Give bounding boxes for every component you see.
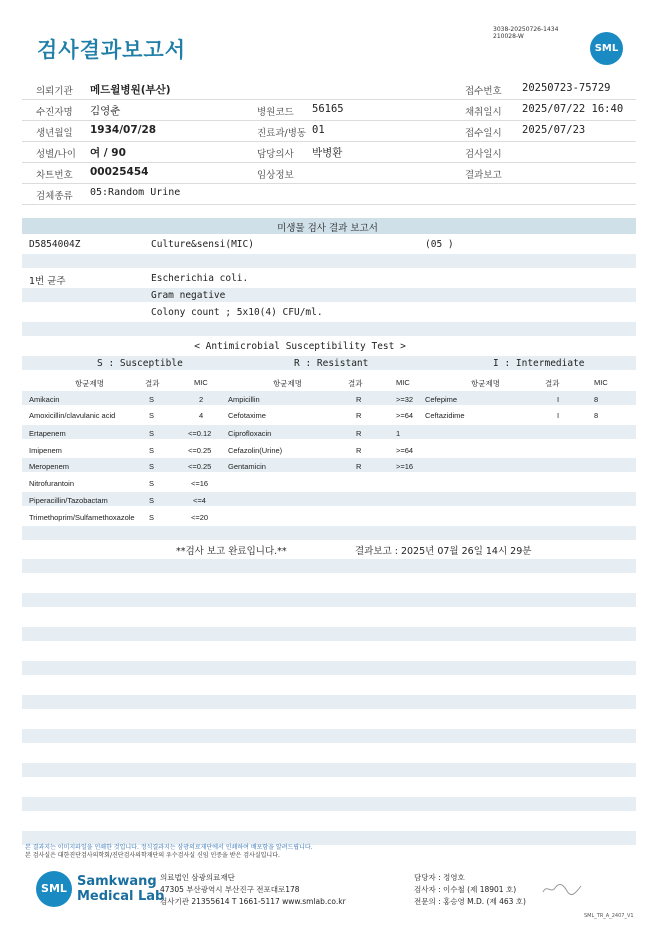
susceptibility-result: S <box>149 479 155 488</box>
document-number-line-1: 3038-20250726-1434 <box>493 26 559 33</box>
birth-value: 1934/07/28 <box>90 124 157 136</box>
footer-org-name: 의료법인 삼광의료재단 <box>160 873 235 882</box>
test-number: (05 ) <box>425 239 454 250</box>
mic-value: >=64 <box>396 446 414 455</box>
blank-band <box>22 254 636 268</box>
footer-note-print: 본 결과지는 이미지파일을 인쇄한 것입니다. 정식결과지는 삼광의료재단에서 인쇄하여 배포함을 알려드립니다. <box>25 844 313 851</box>
antibiotic-name: Nitrofurantoin <box>29 479 75 488</box>
test-date-label: 검사일시 <box>465 149 502 160</box>
col-antibiotic-header: 항균제명 <box>471 379 500 388</box>
header-row-institution <box>22 79 636 100</box>
doctor-value: 박병환 <box>312 147 343 159</box>
footer-brand-line-2: Medical Lab <box>77 889 165 904</box>
antibiotic-name: Trimethoprim/Sulfamethoxazole <box>29 513 135 522</box>
col-antibiotic-header: 항균제명 <box>75 379 104 388</box>
col-result-header: 결과 <box>545 379 560 388</box>
sml-logo: SML <box>590 32 623 65</box>
institution-label: 의뢰기관 <box>36 86 73 97</box>
mic-value: <=0.25 <box>188 446 212 455</box>
reception-date-value: 2025/07/23 <box>522 124 586 136</box>
col-result-header: 결과 <box>145 379 160 388</box>
col-mic-header: MIC <box>194 378 208 387</box>
table-row-band <box>22 458 636 472</box>
mic-value: 2 <box>199 395 204 404</box>
blank-band <box>22 661 636 675</box>
susceptibility-result: S <box>149 429 155 438</box>
mic-value: >=16 <box>396 462 414 471</box>
susceptibility-result: R <box>356 411 362 420</box>
antibiotic-name: Ertapenem <box>29 429 66 438</box>
blank-band <box>22 627 636 641</box>
test-code: D5854004Z <box>29 239 81 250</box>
header-row-sex-age <box>22 142 636 163</box>
table-row-band <box>22 425 636 439</box>
footer-staff-manager: 담당자 : 정영호 <box>414 873 465 882</box>
table-row-band <box>22 492 636 506</box>
col-result-header: 결과 <box>348 379 363 388</box>
dept-value: 01 <box>312 124 325 136</box>
organism-line-3: Colony count ; 5x10(4) CFU/ml. <box>151 307 323 318</box>
antibiotic-name: Imipenem <box>29 446 62 455</box>
footer-staff-info <box>414 872 526 908</box>
footer-sml-logo: SML <box>36 871 72 907</box>
dept-label: 진료과/병동 <box>257 128 307 139</box>
specimen-label: 검체종류 <box>36 191 73 202</box>
legend-intermediate: I : Intermediate <box>493 358 585 369</box>
specimen-value: 05:Random Urine <box>90 187 181 198</box>
hospital-code-value: 56165 <box>312 103 344 115</box>
susceptibility-result: S <box>149 411 155 420</box>
mic-value: 8 <box>594 411 599 420</box>
footer-brand-line-1: Samkwang <box>77 874 157 889</box>
sampling-date-label: 채취일시 <box>465 107 502 118</box>
report-title: 검사결과보고서 <box>37 38 187 62</box>
col-antibiotic-header: 항균제명 <box>273 379 302 388</box>
examinee-value: 김영춘 <box>90 105 121 117</box>
legend-susceptible: S : Susceptible <box>97 358 183 369</box>
antibiotic-name: Piperacillin/Tazobactam <box>29 496 108 505</box>
result-report-label: 결과보고 <box>465 170 502 181</box>
blank-band <box>22 729 636 743</box>
mic-value: <=0.12 <box>188 429 212 438</box>
examinee-label: 수진자명 <box>36 107 73 118</box>
antibiotic-name: Gentamicin <box>228 462 266 471</box>
footer-staff-specialist: 전문의 : 홍승영 M.D. (제 463 호) <box>414 897 526 906</box>
reception-date-label: 접수일시 <box>465 128 502 139</box>
form-code: SML_TR_A_2407_V1 <box>584 913 634 919</box>
clinical-info-label: 임상정보 <box>257 170 294 181</box>
blank-band <box>22 763 636 777</box>
susceptibility-result: I <box>557 411 560 420</box>
antibiotic-name: Ceftazidime <box>425 411 465 420</box>
hospital-code-label: 병원코드 <box>257 107 294 118</box>
susceptibility-result: R <box>356 395 362 404</box>
mic-value: >=32 <box>396 395 414 404</box>
final-report-time: 결과보고 : 2025년 07월 26일 14시 29분 <box>355 546 532 557</box>
susceptibility-result: R <box>356 429 362 438</box>
organism-line-2: Gram negative <box>151 290 226 301</box>
mic-value: 4 <box>199 411 204 420</box>
table-row-band <box>22 391 636 405</box>
sex-age-value: 여 / 90 <box>90 147 126 159</box>
footer-staff-tester: 검사자 : 이수철 (제 18901 호) <box>414 885 517 894</box>
susceptibility-result: S <box>149 462 155 471</box>
chart-no-value: 00025454 <box>90 166 149 178</box>
susceptibility-result: S <box>149 496 155 505</box>
mic-value: <=20 <box>191 513 209 522</box>
mic-value: <=0.25 <box>188 462 212 471</box>
signature-mark <box>541 882 583 898</box>
birth-label: 생년월일 <box>36 128 73 139</box>
organism-label: 1번 균주 <box>29 276 66 287</box>
antibiotic-name: Cefotaxime <box>228 411 266 420</box>
mic-value: 1 <box>396 429 401 438</box>
blank-band <box>22 797 636 811</box>
report-complete-text: **검사 보고 완료입니다.** <box>176 546 287 557</box>
antibiotic-name: Ampicillin <box>228 395 260 404</box>
antibiotic-name: Amoxicillin/clavulanic acid <box>29 411 116 420</box>
antibiotic-name: Cefepime <box>425 395 458 404</box>
susceptibility-result: I <box>557 395 560 404</box>
footer-brand-name <box>77 874 164 904</box>
blank-band <box>22 322 636 336</box>
antibiotic-name: Amikacin <box>29 395 60 404</box>
document-number <box>493 26 558 40</box>
susceptibility-result: R <box>356 462 362 471</box>
footer-contact: 검사기관 21355614 T 1661-5117 www.smlab.co.kr <box>160 897 346 906</box>
header-row-birth <box>22 121 636 142</box>
mic-value: >=64 <box>396 411 414 420</box>
mic-value: <=4 <box>193 496 206 505</box>
header-row-examinee <box>22 100 636 121</box>
col-mic-header: MIC <box>594 378 608 387</box>
antibiotic-name: Ciprofloxacin <box>228 429 272 438</box>
footer-org-info <box>160 872 346 908</box>
organism-band <box>22 288 636 302</box>
institution-value: 메드윌병원(부산) <box>90 84 171 96</box>
document-number-line-2: 210028-W <box>493 33 524 40</box>
header-row-chart <box>22 163 636 184</box>
reception-no-label: 접수번호 <box>465 86 502 97</box>
antibiotic-name: Cefazolin(Urine) <box>228 446 283 455</box>
signature-icon <box>541 882 583 896</box>
susceptibility-result: S <box>149 446 155 455</box>
sampling-date-value: 2025/07/22 16:40 <box>522 103 624 115</box>
footer-address: 47305 부산광역시 부산진구 전포대로178 <box>160 885 300 894</box>
organism-line-1: Escherichia coli. <box>151 273 249 284</box>
footer-note-accreditation: 본 검사실은 대한진단검사의학회/진단검사의학재단의 우수검사실 신임 인증을 받은 검사실입니다. <box>25 852 280 859</box>
col-mic-header: MIC <box>396 378 410 387</box>
blank-band <box>22 559 636 573</box>
sex-age-label: 성별/나이 <box>36 149 76 160</box>
chart-no-label: 차트번호 <box>36 170 73 181</box>
mic-value: <=16 <box>191 479 209 488</box>
blank-band <box>22 695 636 709</box>
micro-section-title: 미생물 검사 결과 보고서 <box>277 223 378 234</box>
header-row-specimen <box>22 184 636 205</box>
legend-resistant: R : Resistant <box>294 358 369 369</box>
blank-band <box>22 593 636 607</box>
table-row-band <box>22 526 636 540</box>
reception-no-value: 20250723-75729 <box>522 82 611 94</box>
susceptibility-result: R <box>356 446 362 455</box>
mic-value: 8 <box>594 395 599 404</box>
susceptibility-result: S <box>149 513 155 522</box>
ast-title: < Antimicrobial Susceptibility Test > <box>194 341 406 352</box>
antibiotic-name: Meropenem <box>29 462 70 471</box>
susceptibility-result: S <box>149 395 155 404</box>
doctor-label: 담당의사 <box>257 149 294 160</box>
test-name: Culture&sensi(MIC) <box>151 239 254 250</box>
